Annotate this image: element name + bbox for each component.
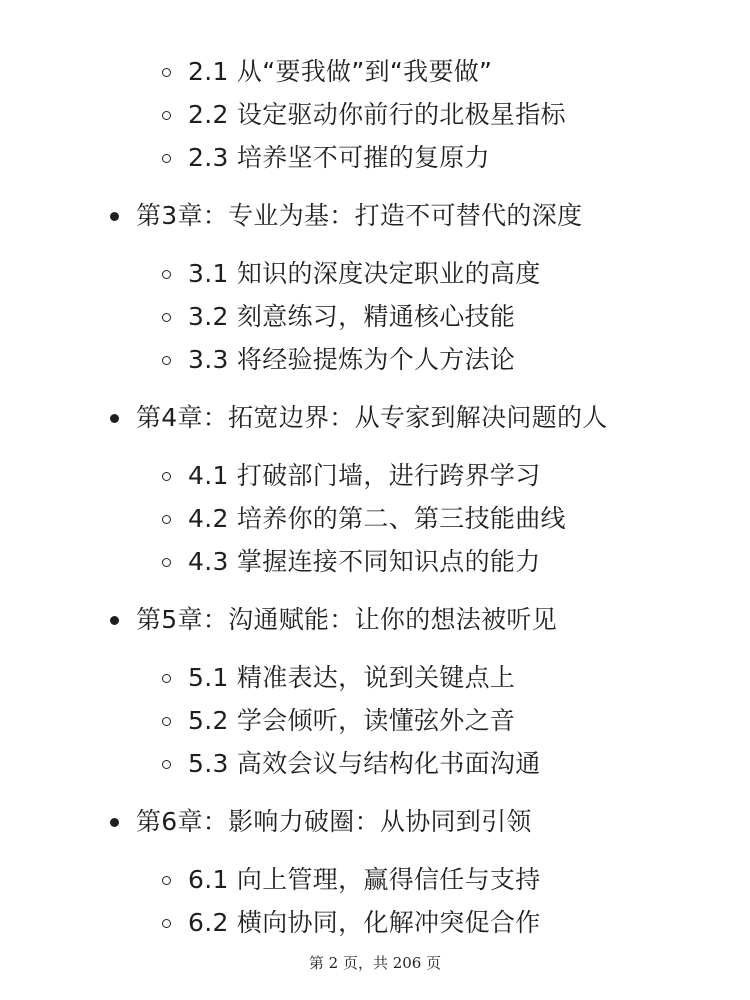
- toc-item-label: 5.1 精准表达，说到关键点上: [188, 663, 516, 692]
- solid-bullet-icon: [110, 818, 119, 827]
- toc-section-5-2[interactable]: [162, 701, 515, 741]
- toc-item-label: 2.3 培养坚不可摧的复原力: [188, 143, 490, 172]
- hollow-bullet-icon: [162, 356, 171, 365]
- hollow-bullet-icon: [162, 674, 171, 683]
- solid-bullet-icon: [110, 414, 119, 423]
- toc-section-2-1[interactable]: [162, 52, 492, 92]
- toc-section-5-3[interactable]: [162, 744, 541, 784]
- hollow-bullet-icon: [162, 515, 171, 524]
- toc-item-label: 2.1 从“要我做”到“我要做”: [188, 57, 493, 86]
- hollow-bullet-icon: [162, 760, 171, 769]
- toc-chapter-label: 第6章：影响力破圈：从协同到引领: [136, 807, 532, 836]
- hollow-bullet-icon: [162, 919, 171, 928]
- toc-section-6-2[interactable]: [162, 903, 541, 943]
- toc-item-label: 3.1 知识的深度决定职业的高度: [188, 259, 541, 288]
- toc-section-2-3[interactable]: [162, 138, 490, 178]
- toc-chapter-label: 第5章：沟通赋能：让你的想法被听见: [136, 605, 558, 634]
- hollow-bullet-icon: [162, 111, 171, 120]
- toc-section-6-1[interactable]: [162, 860, 541, 900]
- toc-item-label: 6.1 向上管理，赢得信任与支持: [188, 865, 541, 894]
- hollow-bullet-icon: [162, 558, 171, 567]
- toc-chapter-3[interactable]: [110, 196, 582, 236]
- hollow-bullet-icon: [162, 472, 171, 481]
- toc-chapter-5[interactable]: [110, 600, 557, 640]
- hollow-bullet-icon: [162, 876, 171, 885]
- toc-section-2-2[interactable]: [162, 95, 566, 135]
- toc-section-4-1[interactable]: [162, 456, 541, 496]
- solid-bullet-icon: [110, 212, 119, 221]
- toc-chapter-4[interactable]: [110, 398, 608, 438]
- hollow-bullet-icon: [162, 313, 171, 322]
- toc-section-3-2[interactable]: [162, 297, 515, 337]
- toc-item-label: 5.2 学会倾听，读懂弦外之音: [188, 706, 516, 735]
- toc-chapter-6[interactable]: [110, 802, 532, 842]
- toc-item-label: 4.2 培养你的第二、第三技能曲线: [188, 504, 566, 533]
- toc-item-label: 4.1 打破部门墙，进行跨界学习: [188, 461, 541, 490]
- toc-item-label: 6.2 横向协同，化解冲突促合作: [188, 908, 541, 937]
- toc-section-3-1[interactable]: [162, 254, 541, 294]
- toc-section-4-2[interactable]: [162, 499, 566, 539]
- hollow-bullet-icon: [162, 717, 171, 726]
- toc-chapter-label: 第4章：拓宽边界：从专家到解决问题的人: [136, 403, 608, 432]
- hollow-bullet-icon: [162, 68, 171, 77]
- toc-section-4-3[interactable]: [162, 542, 541, 582]
- page-number-footer: 第 2 页，共 206 页: [308, 954, 442, 972]
- hollow-bullet-icon: [162, 270, 171, 279]
- toc-section-5-1[interactable]: [162, 658, 515, 698]
- toc-item-label: 5.3 高效会议与结构化书面沟通: [188, 749, 541, 778]
- hollow-bullet-icon: [162, 154, 171, 163]
- solid-bullet-icon: [110, 616, 119, 625]
- toc-item-label: 3.3 将经验提炼为个人方法论: [188, 345, 516, 374]
- toc-section-3-3[interactable]: [162, 340, 515, 380]
- toc-chapter-label: 第3章：专业为基：打造不可替代的深度: [136, 201, 583, 230]
- toc-item-label: 4.3 掌握连接不同知识点的能力: [188, 547, 541, 576]
- toc-item-label: 2.2 设定驱动你前行的北极星指标: [188, 100, 566, 129]
- toc-item-label: 3.2 刻意练习，精通核心技能: [188, 302, 516, 331]
